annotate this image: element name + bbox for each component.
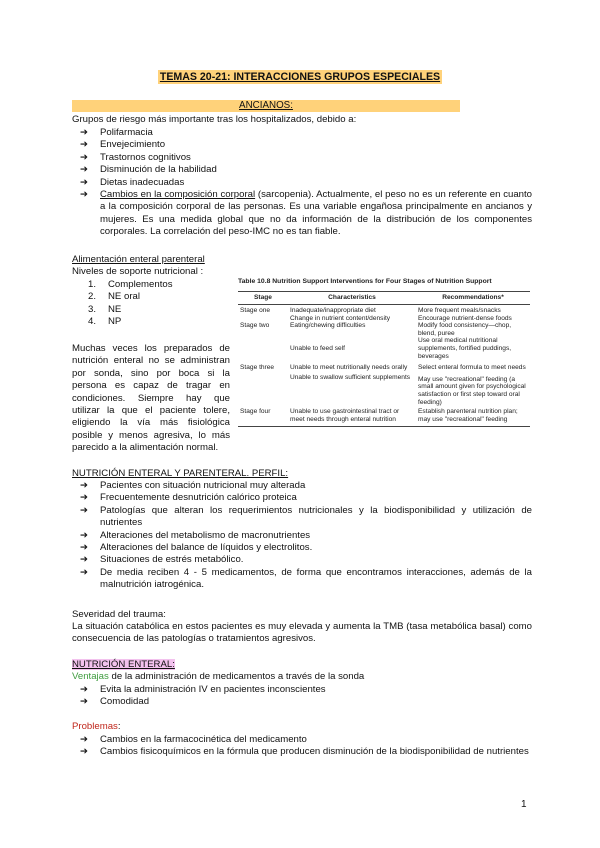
list-item: 3. NE (88, 303, 122, 315)
support-levels-label: Niveles de soporte nutricional : (72, 266, 204, 277)
table-cell: Modify food consistency—chop, blend, puree Use oral medical nutritional supplements, fortified puddings, beverages (418, 322, 512, 360)
severity-text: La situación catabólica en estos pacientes es muy elevada y aumenta la TMB (tasa metabólica basal) como consecuencia de las patologías o tratamientos agresivos. (72, 621, 532, 645)
list-item: 2. NE oral (88, 291, 140, 303)
table-cell: Establish parenteral nutrition plan; may use "recreational" feeding (416, 406, 530, 427)
table-cell: Stage two (240, 322, 270, 330)
list-item: ➔ Situaciones de estrés metabólico. (80, 554, 244, 566)
list-item: ➔ Polifarmacia (80, 127, 153, 138)
arrow-icon: ➔ (80, 492, 89, 504)
list-item: ➔ De media reciben 4 - 5 medicamentos, de forma que encontramos interacciones, además de la malnutrición iatrogénica. (80, 566, 532, 591)
problemas-line: Problemas: (72, 721, 121, 732)
arrow-icon: ➔ (80, 734, 89, 745)
perfil-heading: NUTRICIÓN ENTERAL Y PARENTERAL. PERFIL: (72, 468, 289, 479)
arrow-icon: ➔ (80, 504, 89, 516)
ne-heading: NUTRICIÓN ENTERAL: (72, 659, 175, 670)
list-item: ➔ Disminución de la habilidad (80, 164, 217, 176)
arrow-icon: ➔ (80, 746, 89, 758)
page-number: 1 (521, 799, 527, 810)
list-item: ➔ Pacientes con situación nutricional muy alterada (80, 480, 306, 491)
table-row (238, 360, 530, 406)
list-item: ➔ Trastornos cognitivos (80, 151, 191, 163)
table-row (238, 305, 530, 323)
column-header: Stage (238, 292, 288, 305)
list-item-sarcopenia: ➔ Cambios en la composición corporal (sarcopenia). Actualmente, el peso no es un referente en cuanto a la composición corporal de las personas. Es una variable engañosa principalmente en ancianos y mujeres. Es una medida global que no da información de la distribución de los componentes corporales. La correlación del peso-IMC no es tan fiable. (80, 189, 532, 238)
arrow-icon: ➔ (80, 189, 89, 201)
arrow-icon: ➔ (80, 554, 89, 566)
arrow-icon: ➔ (80, 684, 89, 695)
list-item: ➔ Alteraciones del balance de líquidos y electrolitos. (80, 542, 313, 554)
list-item: 1. Complementos (88, 279, 173, 290)
list-item: ➔ Patologías que alteran los requerimientos nutricionales y la biodisponibilidad y utilización de nutrientes (80, 504, 532, 529)
intro-text: Grupos de riesgo más importante tras los hospitalizados, debido a: (72, 114, 357, 125)
enteral-heading: Alimentación enteral parenteral (72, 254, 205, 265)
support-levels-list (72, 279, 222, 329)
arrow-icon: ➔ (80, 480, 89, 491)
table-cell: Inadequate/inappropriate diet Change in nutrient content/density (290, 307, 391, 322)
table-cell: Eating/chewing difficulties Unable to feed self (290, 322, 366, 352)
page-title: TEMAS 20-21: INTERACCIONES GRUPOS ESPECIALES (159, 71, 441, 83)
arrow-icon: ➔ (80, 151, 89, 163)
ventajas-label: Ventajas (72, 671, 109, 682)
list-item: ➔ Cambios fisicoquímicos en la fórmula que producen disminución de la biodisponibilidad de nutrientes (80, 746, 529, 758)
problemas-list (72, 734, 532, 759)
table-cell: Unable to use gastrointestinal tract or meet needs through enteral nutrition (288, 406, 416, 427)
table-caption: Table 10.8 Nutrition Support Interventions for Four Stages of Nutrition Support (238, 278, 492, 285)
table-row (238, 406, 530, 427)
arrow-icon: ➔ (80, 566, 89, 578)
table-cell: More frequent meals/snacks Encourage nutrient-dense foods (418, 307, 512, 322)
nutrition-support-table (238, 276, 530, 427)
table-cell: Stage three (240, 364, 275, 372)
table-cell: Unable to meet nutritionally needs orally Unable to swallow sufficient supplements (290, 364, 411, 381)
perfil-list (72, 480, 532, 592)
problemas-label: Problemas (72, 721, 118, 732)
arrow-icon: ➔ (80, 139, 89, 151)
ventajas-line: Ventajas de la administración de medicamentos a través de la sonda (72, 671, 365, 682)
list-item: ➔ Alteraciones del metabolismo de macronutrientes (80, 529, 311, 541)
list-item: ➔ Frecuentemente desnutrición calórico proteica (80, 492, 297, 504)
table-cell: Stage four (238, 406, 288, 427)
arrow-icon: ➔ (80, 542, 89, 554)
table-row (238, 322, 530, 360)
table-cell: Select enteral formula to meet needs May use "recreational" feeding (a small amount given for psychological satisfaction or first step toward oral feeding) (418, 364, 526, 406)
list-item: 4. NP (88, 316, 122, 328)
table-header-row (238, 292, 530, 305)
ventajas-list (72, 684, 532, 709)
column-header: Characteristics (288, 292, 416, 305)
column-header: Recommendations* (416, 292, 530, 305)
table-cell: Stage one (240, 307, 271, 314)
list-item: ➔ Evita la administración IV en pacientes inconscientes (80, 684, 326, 695)
list-item: ➔ Dietas inadecuadas (80, 176, 185, 188)
list-item: ➔ Envejecimiento (80, 139, 166, 151)
arrow-icon: ➔ (80, 176, 89, 188)
severity-label: Severidad del trauma: (72, 609, 166, 620)
arrow-icon: ➔ (80, 127, 89, 138)
list-item: ➔ Comodidad (80, 696, 150, 708)
section-heading-ancianos: ANCIANOS: (72, 100, 460, 112)
arrow-icon: ➔ (80, 164, 89, 176)
arrow-icon: ➔ (80, 529, 89, 541)
arrow-icon: ➔ (80, 696, 89, 708)
risk-list (72, 127, 532, 239)
list-item: ➔ Cambios en la farmacocinética del medicamento (80, 734, 307, 745)
enteral-paragraph: Muchas veces los preparados de nutrición enteral no se administran por sonda, sino por boca si la persona es capaz de tragar en condiciones. Siempre hay que utilizar la que el paciente tolere, eligiendo la vía más fisiológica posible y menos agresiva, lo más parecido a la alimentación normal. (72, 343, 230, 454)
